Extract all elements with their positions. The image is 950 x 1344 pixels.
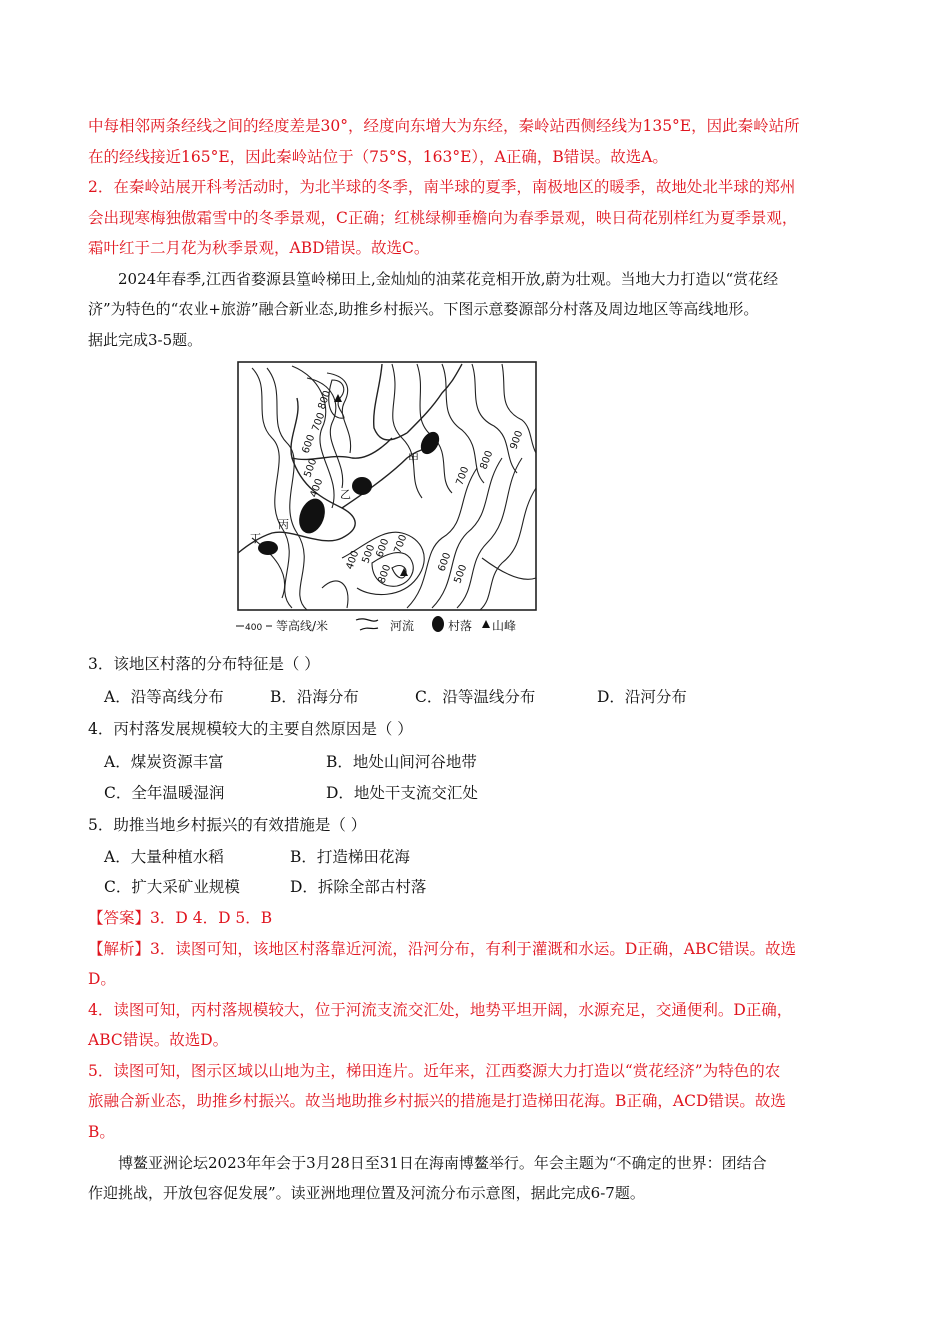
map-label: 600 [436,551,454,574]
question-5: 5．助推当地乡村振兴的有效措施是（ ） [88,816,367,834]
map-label: 500 [302,457,320,480]
legend-contour-value: 400 [245,623,263,633]
peak-icon [482,620,490,628]
map-label: 400 [308,477,326,500]
map-label: 丁 [250,532,261,545]
option-4d: D．地处干支流交汇处 [326,784,478,802]
option-3a: A．沿等高线分布 [104,688,224,706]
explanation-line: 4．读图可知，丙村落规模较大，位于河流支流交汇处，地势平坦开阔，水源充足，交通便利。D正确， [88,1001,793,1019]
map-label: 600 [374,537,392,560]
stem-paragraph: 作迎挑战，开放包容促发展”。读亚洲地理位置及河流分布示意图，据此完成6-7题。 [88,1184,645,1202]
explanation-line: 5．读图可知，图示区域以山地为主，梯田连片。近年来，江西婺源大力打造以“赏花经济”为特色的农 [88,1062,781,1080]
explanation-line: ABC错误。故选D。 [88,1031,229,1049]
stem-paragraph: 博鳌亚洲论坛2023年年会于3月28日至31日在海南博鳌举行。年会主题为“不确定的世界：团结合 [118,1154,767,1172]
map-label: 700 [310,411,328,434]
map-label: 800 [316,389,334,412]
explanation-line: 在的经线接近165°E，因此秦岭站位于（75°S，163°E），A正确，B错误。故选A。 [88,148,668,166]
map-label: 丙 [278,518,289,531]
explanation-line: 中每相邻两条经线之间的经度差是30°，经度向东增大为东经，秦岭站西侧经线为135°E，因此秦岭站所 [88,117,800,135]
option-5a: A．大量种植水稻 [104,848,224,866]
option-3c: C．沿等温线分布 [415,688,536,706]
answer-line: 【答案】3．D 4．D 5．B [88,909,273,927]
question-4: 4．丙村落发展规模较大的主要自然原因是（ ） [88,720,413,738]
legend-contour-label: 等高线/米 [276,619,329,633]
map-label: 800 [376,563,394,586]
map-label: 700 [454,465,472,488]
explanation-line: 霜叶红于二月花为秋季景观，ABD错误。故选C。 [88,239,430,257]
map-label: 甲 [408,452,419,465]
option-5d: D．拆除全部古村落 [290,878,427,896]
option-4c: C．全年温暖湿润 [104,784,225,802]
map-label: 900 [508,429,526,452]
legend-village-label: 村落 [448,619,473,633]
option-3b: B．沿海分布 [270,688,359,706]
map-label: 500 [360,543,378,566]
explanation-line: 旅融合新业态，助推乡村振兴。故当地助推乡村振兴的措施是打造梯田花海。B正确，ACD错误。故选 [88,1092,786,1110]
map-label: 800 [478,449,496,472]
map-label: 600 [300,433,318,456]
stem-paragraph: 2024年春季,江西省婺源县篁岭梯田上,金灿灿的油菜花竞相开放,蔚为壮观。当地大力打造以“赏花经 [118,270,779,288]
option-5b: B．打造梯田花海 [290,848,410,866]
question-3: 3．该地区村落的分布特征是（ ） [88,655,320,673]
legend-peak-label: 山峰 [492,619,517,633]
map-label: 400 [344,549,362,572]
explanation-line: 会出现寒梅独傲霜雪中的冬季景观，C正确；红桃绿柳垂檐向为春季景观，映日荷花别样红为夏季景观， [88,209,798,227]
map-label: 乙 [340,488,351,501]
explanation-line: 2．在秦岭站展开科考活动时，为北半球的冬季，南半球的夏季，南极地区的暖季，故地处北半球的郑州 [88,178,796,196]
option-5c: C．扩大采矿业规模 [104,878,240,896]
map-label: 500 [452,563,470,586]
map-label: 700 [392,533,410,556]
option-3d: D．沿河分布 [597,688,687,706]
option-4b: B．地处山间河谷地带 [326,753,477,771]
option-4a: A．煤炭资源丰富 [104,753,224,771]
explanation-line: 【解析】3．读图可知，该地区村落靠近河流，沿河分布，有利于灌溉和水运。D正确，ABC错误。故选 [88,940,797,958]
stem-paragraph: 据此完成3-5题。 [88,331,203,349]
stem-paragraph: 济”为特色的“农业+旅游”融合新业态,助推乡村振兴。下图示意婺源部分村落及周边地区等高线地形。 [88,300,759,318]
contour-map [232,358,550,638]
explanation-line: B。 [88,1123,115,1141]
legend-river-label: 河流 [390,619,415,633]
explanation-line: D。 [88,970,116,988]
